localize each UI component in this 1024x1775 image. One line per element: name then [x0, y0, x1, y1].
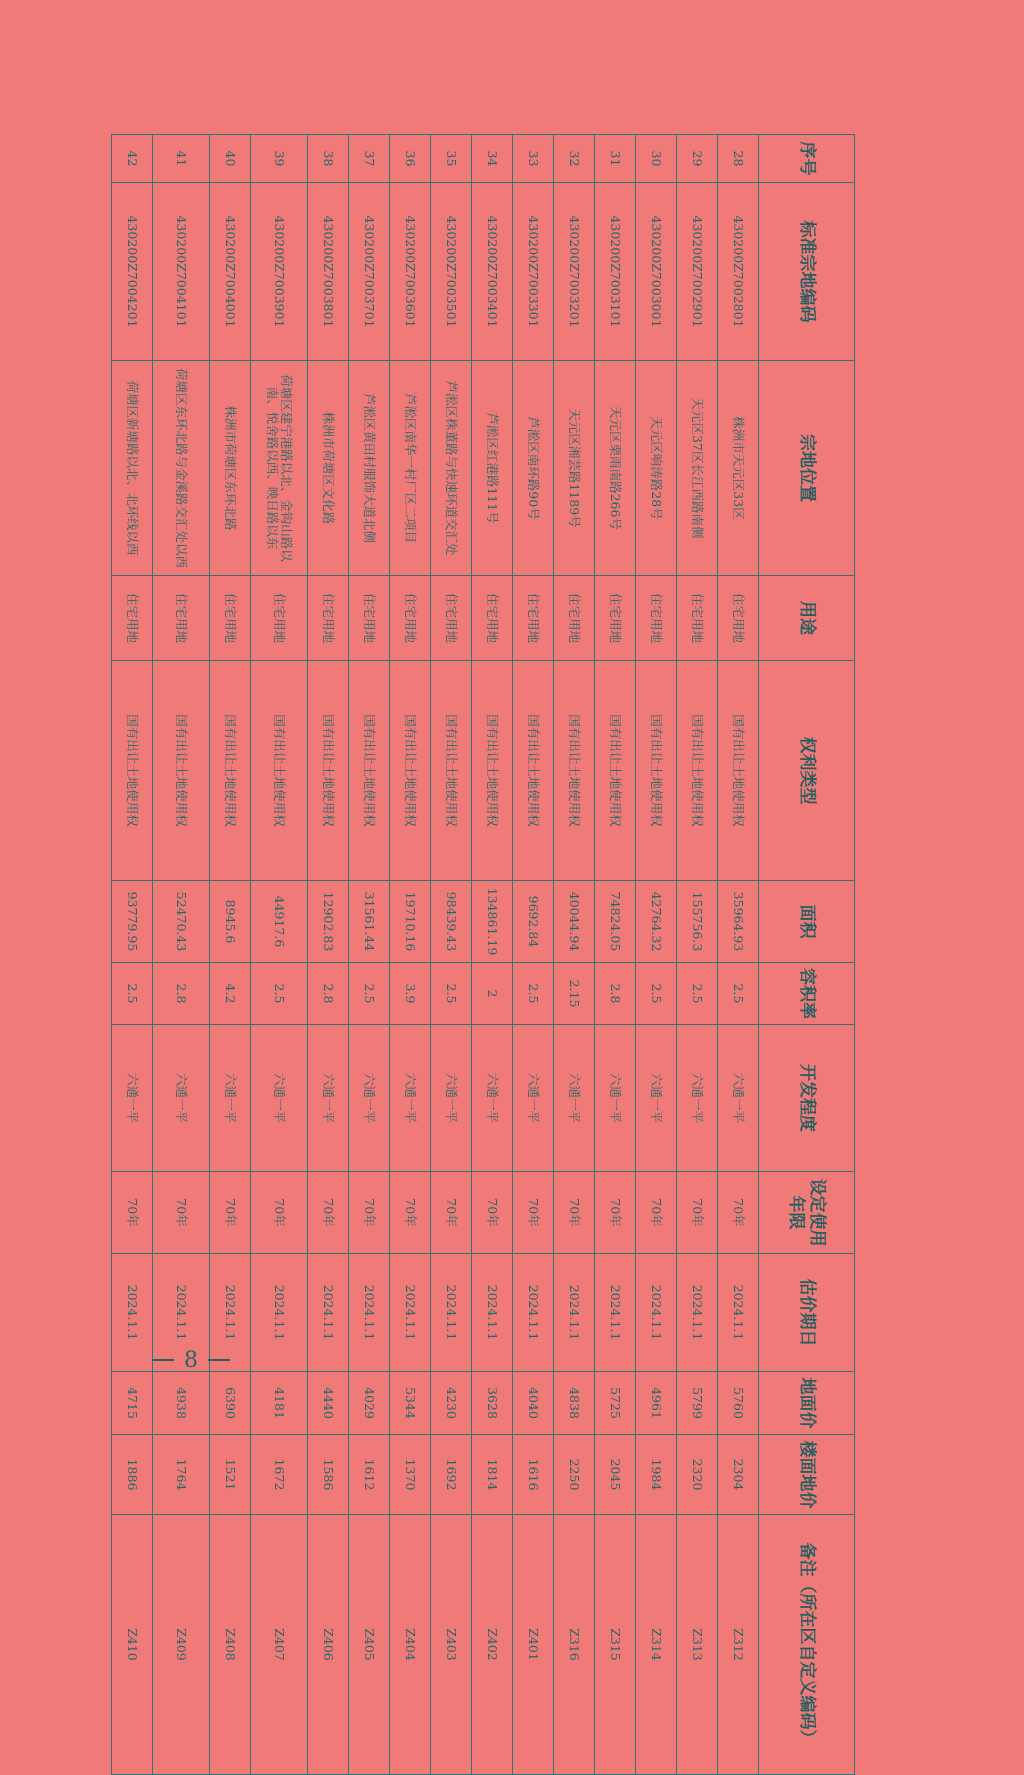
cell-seq: 36	[390, 135, 431, 183]
cell-right-type: 国有出让土地使用权	[513, 661, 554, 881]
cell-remark: Z313	[677, 1515, 718, 1775]
cell-term: 70年	[554, 1172, 595, 1254]
cell-remark: Z312	[718, 1515, 759, 1775]
page-number-value: 8	[184, 1347, 198, 1373]
cell-code: 430200Z7003001	[636, 183, 677, 361]
cell-use: 住宅用地	[636, 576, 677, 661]
cell-term: 70年	[251, 1172, 308, 1254]
cell-far: 2	[472, 963, 513, 1025]
cell-seq: 37	[349, 135, 390, 183]
cell-term: 70年	[308, 1172, 349, 1254]
cell-code: 430200Z7004101	[153, 183, 210, 361]
cell-right-type: 国有出让土地使用权	[718, 661, 759, 881]
cell-location: 天元区湘芸路1189号	[554, 361, 595, 576]
cell-far: 4.2	[210, 963, 251, 1025]
cell-code: 430200Z7003601	[390, 183, 431, 361]
cell-land-price: 4715	[112, 1372, 153, 1435]
cell-right-type: 国有出让土地使用权	[153, 661, 210, 881]
cell-floor-price: 1672	[251, 1435, 308, 1515]
cell-land-price: 4230	[431, 1372, 472, 1435]
header-land-price: 地面价	[759, 1372, 855, 1435]
cell-remark: Z314	[636, 1515, 677, 1775]
cell-floor-price: 1586	[308, 1435, 349, 1515]
cell-remark: Z316	[554, 1515, 595, 1775]
table-row	[677, 135, 718, 1775]
cell-term: 70年	[349, 1172, 390, 1254]
cell-area: 19710.16	[390, 881, 431, 963]
cell-term: 70年	[595, 1172, 636, 1254]
header-row	[759, 135, 855, 1775]
cell-land-price: 4838	[554, 1372, 595, 1435]
page-number-dash-left	[152, 1359, 174, 1361]
cell-right-type: 国有出让土地使用权	[472, 661, 513, 881]
cell-right-type: 国有出让土地使用权	[251, 661, 308, 881]
cell-use: 住宅用地	[251, 576, 308, 661]
cell-location: 天元区响涛路28号	[636, 361, 677, 576]
cell-term: 70年	[390, 1172, 431, 1254]
cell-use: 住宅用地	[595, 576, 636, 661]
cell-development: 六通一平	[112, 1025, 153, 1172]
cell-valuation-date: 2024.1.1	[636, 1254, 677, 1372]
cell-seq: 29	[677, 135, 718, 183]
cell-floor-price: 2304	[718, 1435, 759, 1515]
cell-valuation-date: 2024.1.1	[431, 1254, 472, 1372]
cell-right-type: 国有出让土地使用权	[554, 661, 595, 881]
cell-area: 12902.83	[308, 881, 349, 963]
cell-area: 134861.19	[472, 881, 513, 963]
cell-far: 2.5	[636, 963, 677, 1025]
table-row	[595, 135, 636, 1775]
cell-floor-price: 1521	[210, 1435, 251, 1515]
cell-location: 芦淞区黄田村服饰大道北侧	[349, 361, 390, 576]
cell-area: 74824.05	[595, 881, 636, 963]
cell-seq: 41	[153, 135, 210, 183]
cell-development: 六通一平	[251, 1025, 308, 1172]
cell-development: 六通一平	[153, 1025, 210, 1172]
cell-far: 2.5	[349, 963, 390, 1025]
table-row	[153, 135, 210, 1775]
cell-remark: Z401	[513, 1515, 554, 1775]
cell-development: 六通一平	[513, 1025, 554, 1172]
cell-remark: Z409	[153, 1515, 210, 1775]
cell-use: 住宅用地	[153, 576, 210, 661]
header-valuation-date: 估价期日	[759, 1254, 855, 1372]
cell-far: 2.5	[431, 963, 472, 1025]
cell-right-type: 国有出让土地使用权	[210, 661, 251, 881]
cell-use: 住宅用地	[349, 576, 390, 661]
cell-use: 住宅用地	[513, 576, 554, 661]
cell-remark: Z403	[431, 1515, 472, 1775]
cell-land-price: 4961	[636, 1372, 677, 1435]
table-row	[251, 135, 308, 1775]
table-row	[513, 135, 554, 1775]
cell-far: 2.5	[677, 963, 718, 1025]
cell-location: 芦淞区南华一村厂区二项目	[390, 361, 431, 576]
cell-far: 2.5	[112, 963, 153, 1025]
cell-development: 六通一平	[210, 1025, 251, 1172]
cell-code: 430200Z7004201	[112, 183, 153, 361]
cell-term: 70年	[677, 1172, 718, 1254]
cell-far: 3.9	[390, 963, 431, 1025]
cell-remark: Z410	[112, 1515, 153, 1775]
cell-term: 70年	[153, 1172, 210, 1254]
cell-land-price: 4181	[251, 1372, 308, 1435]
cell-term: 70年	[210, 1172, 251, 1254]
cell-floor-price: 2320	[677, 1435, 718, 1515]
cell-development: 六通一平	[349, 1025, 390, 1172]
page-number-dash-right	[208, 1359, 230, 1361]
header-floor-price: 楼面地价	[759, 1435, 855, 1515]
header-right-type: 权利类型	[759, 661, 855, 881]
cell-valuation-date: 2024.1.1	[677, 1254, 718, 1372]
cell-code: 430200Z7003301	[513, 183, 554, 361]
cell-location: 荷塘区新塘路以北、北环线以西	[112, 361, 153, 576]
cell-valuation-date: 2024.1.1	[153, 1254, 210, 1372]
cell-land-price: 4029	[349, 1372, 390, 1435]
cell-area: 44917.6	[251, 881, 308, 963]
cell-remark: Z404	[390, 1515, 431, 1775]
cell-valuation-date: 2024.1.1	[472, 1254, 513, 1372]
cell-use: 住宅用地	[472, 576, 513, 661]
cell-use: 住宅用地	[112, 576, 153, 661]
cell-floor-price: 1370	[390, 1435, 431, 1515]
cell-code: 430200Z7003201	[554, 183, 595, 361]
cell-area: 155756.3	[677, 881, 718, 963]
cell-term: 70年	[718, 1172, 759, 1254]
cell-location: 芦淞区株董路与快速环道交汇处	[431, 361, 472, 576]
cell-floor-price: 1612	[349, 1435, 390, 1515]
table-row	[472, 135, 513, 1775]
header-use: 用途	[759, 576, 855, 661]
cell-floor-price: 2250	[554, 1435, 595, 1515]
cell-valuation-date: 2024.1.1	[349, 1254, 390, 1372]
cell-floor-price: 1692	[431, 1435, 472, 1515]
header-remark: 备注（所在区自定义编码）	[759, 1515, 855, 1775]
cell-use: 住宅用地	[308, 576, 349, 661]
cell-seq: 32	[554, 135, 595, 183]
cell-far: 2.5	[718, 963, 759, 1025]
cell-far: 2.8	[308, 963, 349, 1025]
cell-location: 株洲市荷塘区东环北路	[210, 361, 251, 576]
cell-right-type: 国有出让土地使用权	[112, 661, 153, 881]
cell-seq: 31	[595, 135, 636, 183]
cell-valuation-date: 2024.1.1	[112, 1254, 153, 1372]
cell-remark: Z406	[308, 1515, 349, 1775]
cell-code: 430200Z7002801	[718, 183, 759, 361]
cell-development: 六通一平	[636, 1025, 677, 1172]
table-row	[210, 135, 251, 1775]
cell-land-price: 3628	[472, 1372, 513, 1435]
table-row	[349, 135, 390, 1775]
cell-floor-price: 1616	[513, 1435, 554, 1515]
cell-area: 40044.94	[554, 881, 595, 963]
cell-code: 430200Z7003901	[251, 183, 308, 361]
cell-remark: Z405	[349, 1515, 390, 1775]
cell-right-type: 国有出让土地使用权	[636, 661, 677, 881]
cell-seq: 30	[636, 135, 677, 183]
cell-floor-price: 1814	[472, 1435, 513, 1515]
cell-land-price: 5344	[390, 1372, 431, 1435]
cell-land-price: 6390	[210, 1372, 251, 1435]
header-development: 开发程度	[759, 1025, 855, 1172]
table-row	[431, 135, 472, 1775]
cell-location: 芦淞区红港路111号	[472, 361, 513, 576]
cell-use: 住宅用地	[390, 576, 431, 661]
header-code: 标准宗地编码	[759, 183, 855, 361]
cell-use: 住宅用地	[210, 576, 251, 661]
cell-valuation-date: 2024.1.1	[595, 1254, 636, 1372]
land-price-table	[111, 134, 855, 1775]
cell-floor-price: 1764	[153, 1435, 210, 1515]
cell-right-type: 国有出让土地使用权	[349, 661, 390, 881]
header-location: 宗地位置	[759, 361, 855, 576]
cell-remark: Z315	[595, 1515, 636, 1775]
cell-area: 52470.43	[153, 881, 210, 963]
cell-land-price: 4440	[308, 1372, 349, 1435]
cell-code: 430200Z7003801	[308, 183, 349, 361]
cell-valuation-date: 2024.1.1	[390, 1254, 431, 1372]
cell-term: 70年	[431, 1172, 472, 1254]
cell-seq: 28	[718, 135, 759, 183]
table-row	[390, 135, 431, 1775]
table-row	[112, 135, 153, 1775]
cell-seq: 34	[472, 135, 513, 183]
cell-term: 70年	[112, 1172, 153, 1254]
cell-remark: Z402	[472, 1515, 513, 1775]
cell-valuation-date: 2024.1.1	[718, 1254, 759, 1372]
cell-valuation-date: 2024.1.1	[251, 1254, 308, 1372]
header-far: 容积率	[759, 963, 855, 1025]
table-body	[112, 135, 759, 1775]
cell-valuation-date: 2024.1.1	[513, 1254, 554, 1372]
cell-land-price: 5760	[718, 1372, 759, 1435]
cell-development: 六通一平	[718, 1025, 759, 1172]
cell-location: 株洲市天元区33区	[718, 361, 759, 576]
cell-code: 430200Z7003101	[595, 183, 636, 361]
cell-floor-price: 1984	[636, 1435, 677, 1515]
cell-area: 9692.84	[513, 881, 554, 963]
cell-area: 35964.93	[718, 881, 759, 963]
cell-location: 天元区栗雨南路266号	[595, 361, 636, 576]
cell-location: 荷塘区建宁港路以北、金钩山路以南、悦舍路以西、映日路以东	[251, 361, 308, 576]
cell-term: 70年	[513, 1172, 554, 1254]
table-row	[308, 135, 349, 1775]
cell-area: 8945.6	[210, 881, 251, 963]
cell-far: 2.8	[153, 963, 210, 1025]
cell-development: 六通一平	[431, 1025, 472, 1172]
cell-location: 荷塘区东环北路与金溪路交汇处以西	[153, 361, 210, 576]
cell-development: 六通一平	[677, 1025, 718, 1172]
header-term: 设定使用年限	[759, 1172, 855, 1254]
page-number	[146, 1348, 236, 1372]
cell-right-type: 国有出让土地使用权	[595, 661, 636, 881]
cell-land-price: 4040	[513, 1372, 554, 1435]
cell-area: 42764.32	[636, 881, 677, 963]
cell-development: 六通一平	[390, 1025, 431, 1172]
cell-development: 六通一平	[472, 1025, 513, 1172]
cell-use: 住宅用地	[431, 576, 472, 661]
cell-area: 93779.95	[112, 881, 153, 963]
cell-far: 2.5	[513, 963, 554, 1025]
cell-code: 430200Z7003701	[349, 183, 390, 361]
cell-seq: 40	[210, 135, 251, 183]
cell-valuation-date: 2024.1.1	[308, 1254, 349, 1372]
cell-term: 70年	[472, 1172, 513, 1254]
cell-land-price: 5725	[595, 1372, 636, 1435]
cell-seq: 33	[513, 135, 554, 183]
cell-right-type: 国有出让土地使用权	[677, 661, 718, 881]
table-row	[718, 135, 759, 1775]
cell-land-price: 5799	[677, 1372, 718, 1435]
cell-floor-price: 2045	[595, 1435, 636, 1515]
header-seq: 序号	[759, 135, 855, 183]
cell-use: 住宅用地	[554, 576, 595, 661]
cell-location: 株洲市荷塘区文化路	[308, 361, 349, 576]
cell-code: 430200Z7004001	[210, 183, 251, 361]
cell-remark: Z408	[210, 1515, 251, 1775]
cell-seq: 39	[251, 135, 308, 183]
cell-right-type: 国有出让土地使用权	[431, 661, 472, 881]
cell-area: 31561.44	[349, 881, 390, 963]
cell-seq: 42	[112, 135, 153, 183]
header-area: 面积	[759, 881, 855, 963]
table-row	[554, 135, 595, 1775]
cell-right-type: 国有出让土地使用权	[390, 661, 431, 881]
cell-floor-price: 1886	[112, 1435, 153, 1515]
cell-remark: Z407	[251, 1515, 308, 1775]
cell-code: 430200Z7002901	[677, 183, 718, 361]
cell-use: 住宅用地	[718, 576, 759, 661]
cell-development: 六通一平	[308, 1025, 349, 1172]
table-row	[636, 135, 677, 1775]
cell-area: 98439.43	[431, 881, 472, 963]
cell-code: 430200Z7003401	[472, 183, 513, 361]
cell-land-price: 4938	[153, 1372, 210, 1435]
cell-use: 住宅用地	[677, 576, 718, 661]
cell-location: 芦淞区南环路90号	[513, 361, 554, 576]
cell-term: 70年	[636, 1172, 677, 1254]
cell-valuation-date: 2024.1.1	[554, 1254, 595, 1372]
cell-development: 六通一平	[595, 1025, 636, 1172]
cell-right-type: 国有出让土地使用权	[308, 661, 349, 881]
cell-far: 2.5	[251, 963, 308, 1025]
cell-code: 430200Z7003501	[431, 183, 472, 361]
cell-development: 六通一平	[554, 1025, 595, 1172]
cell-seq: 38	[308, 135, 349, 183]
cell-valuation-date: 2024.1.1	[210, 1254, 251, 1372]
cell-seq: 35	[431, 135, 472, 183]
cell-location: 天元区37区长江西路南侧	[677, 361, 718, 576]
cell-far: 2.15	[554, 963, 595, 1025]
cell-far: 2.8	[595, 963, 636, 1025]
